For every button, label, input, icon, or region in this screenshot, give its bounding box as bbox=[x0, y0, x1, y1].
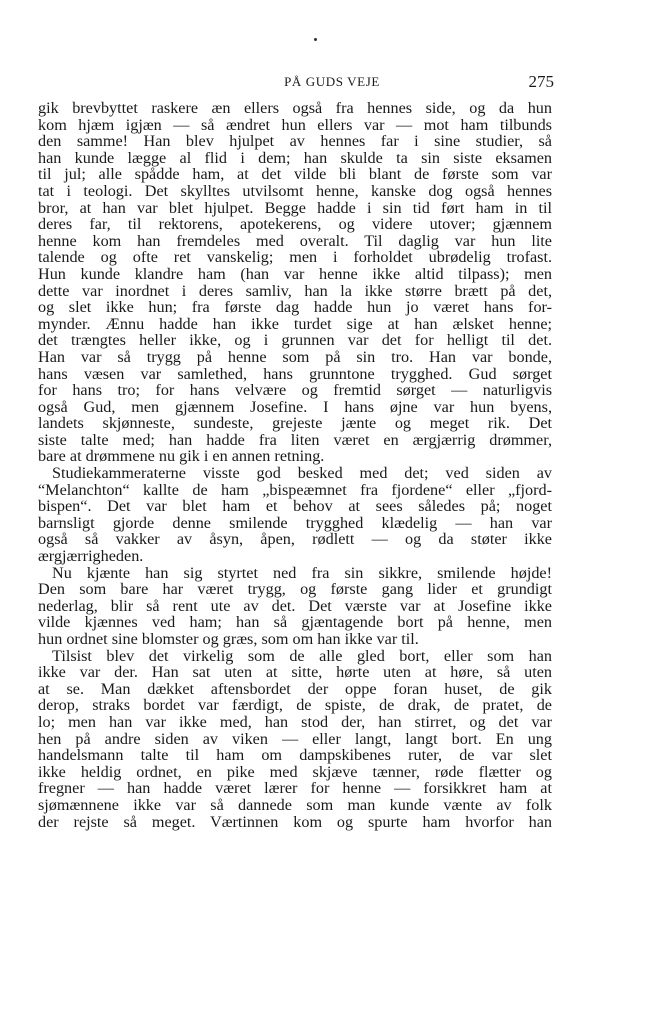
text-line: bare at drømmene nu gik i en annen retning. bbox=[38, 447, 325, 466]
text-line: siste talte med; han hadde fra liten været en ærgjærrig drømmer, bbox=[38, 430, 552, 449]
text-line: Tilsist blev det virkelig som de alle gled bort, eller som han bbox=[52, 646, 552, 665]
text-line: handelsmann talte til ham om dampskibenes ruter, de var slet bbox=[38, 746, 552, 765]
text-line: bispen“. Det var blet ham et behov at sees således på; noget bbox=[38, 497, 552, 516]
text-line: Nu kjænte han sig styrtet ned fra sin sikkre, smilende højde! bbox=[52, 563, 552, 582]
text-line: også så vakker av åsyn, åpen, rødlett — og da støter ikke bbox=[38, 530, 552, 549]
text-line: talende og ofte ret vanskelig; men i forholdet ubrødelig trofast. bbox=[38, 248, 552, 267]
text-line: Studiekammeraterne visste god besked med det; ved siden av bbox=[52, 464, 552, 483]
text-line: hen på andre siden av viken — eller langt, langt bort. En ung bbox=[38, 729, 552, 748]
text-line: Hun kunde klandre ham (han var henne ikke altid tilpass); men bbox=[38, 264, 552, 283]
text-line: det trængtes heller ikke, og i grunnen var det for helligt til det. bbox=[38, 331, 552, 350]
text-line: for hans tro; for hans velvære og fremtid sørget — naturligvis bbox=[38, 381, 552, 400]
text-line: mynder. Ænnu hadde han ikke turdet sige at han ælsket henne; bbox=[38, 314, 552, 333]
text-line: der rejste så meget. Værtinnen kom og spurte ham hvorfor han bbox=[38, 812, 552, 831]
running-title: PÅ GUDS VEJE bbox=[284, 74, 380, 89]
text-line: tat i teologi. Det skylltes utvilsomt henne, kanske dog også hennes bbox=[38, 181, 552, 200]
body-text bbox=[38, 100, 552, 830]
text-line: den samme! Han blev hjulpet av hennes far i sine studier, så bbox=[38, 132, 552, 151]
print-speck bbox=[314, 38, 317, 41]
text-line: “Melanchton“ kallte de ham „bispeæmnet fra fjordene“ eller „fjord- bbox=[38, 480, 552, 499]
text-line: fregner — han hadde været lærer for henne — forsikkret ham at bbox=[38, 779, 552, 798]
text-line: nederlag, blir så rent ute av det. Det værste var at Josefine ikke bbox=[38, 596, 552, 615]
text-line: Den som bare har været trygg, og første gang lider et grundigt bbox=[38, 580, 552, 599]
text-line: til jul; alle spådde ham, at det vilde bli blant de første som var bbox=[38, 165, 552, 184]
text-line: vilde kjænnes ved ham; han så gjæntagende bort på henne, men bbox=[38, 613, 552, 632]
text-line: landets skjønneste, sundeste, grejeste jænte og meget rik. Det bbox=[38, 414, 552, 433]
text-line: deres far, til rektorens, apotekerens, og videre utover; gjænnem bbox=[38, 215, 552, 234]
text-line: Han var så trygg på henne som på sin tro. Han var bonde, bbox=[38, 347, 552, 366]
text-line: gik brevbyttet raskere æn ellers også fra hennes side, og da hun bbox=[38, 99, 552, 117]
text-line: og slet ikke hun; fra første dag hadde hun jo været hans for- bbox=[38, 298, 552, 317]
text-line: han kunde lægge al flid i dem; han skulde ta sin siste eksamen bbox=[38, 148, 552, 167]
text-line: barnsligt gjorde denne smilende trygghed klædelig — han var bbox=[38, 513, 552, 532]
text-line: ikke var der. Han sat uten at sitte, hørte uten at høre, så uten bbox=[38, 663, 552, 682]
text-line: bror, at han var blet hjulpet. Begge hadde i sin tid ført ham in til bbox=[38, 198, 552, 217]
text-line: også Gud, men gjænnem Josefine. I hans øjne var hun byens, bbox=[38, 397, 552, 416]
text-line: ærgjærrigheden. bbox=[38, 547, 144, 566]
text-line: at se. Man dækket aftensbordet der oppe foran huset, de gik bbox=[38, 679, 552, 698]
text-line: derop, straks bordet var færdigt, de spiste, de drak, de pratet, de bbox=[38, 696, 552, 715]
text-line: dette var inordnet i deres samliv, han la ikke større brætt på det, bbox=[38, 281, 552, 300]
text-line: henne kom han fremdeles med overalt. Til daglig var hun lite bbox=[38, 231, 552, 250]
text-line: ikke heldig ordnet, en pike med skjæve tænner, røde flætter og bbox=[38, 762, 552, 781]
text-line: lo; men han var ikke med, han stod der, han stirret, og det var bbox=[38, 712, 552, 731]
text-line: kom hjæm igjæn — så ændret hun ellers var — mot ham tilbunds bbox=[38, 115, 552, 134]
page-number: 275 bbox=[528, 72, 554, 91]
text-line: hans væsen var samlethed, hans grunntone trygghed. Gud sørget bbox=[38, 364, 552, 383]
text-line: sjømænnene ikke var så dannede som man kunde vænte av folk bbox=[38, 795, 552, 814]
running-header bbox=[0, 72, 664, 94]
text-line: hun ordnet sine blomster og græs, som om han ikke var til. bbox=[38, 630, 419, 648]
